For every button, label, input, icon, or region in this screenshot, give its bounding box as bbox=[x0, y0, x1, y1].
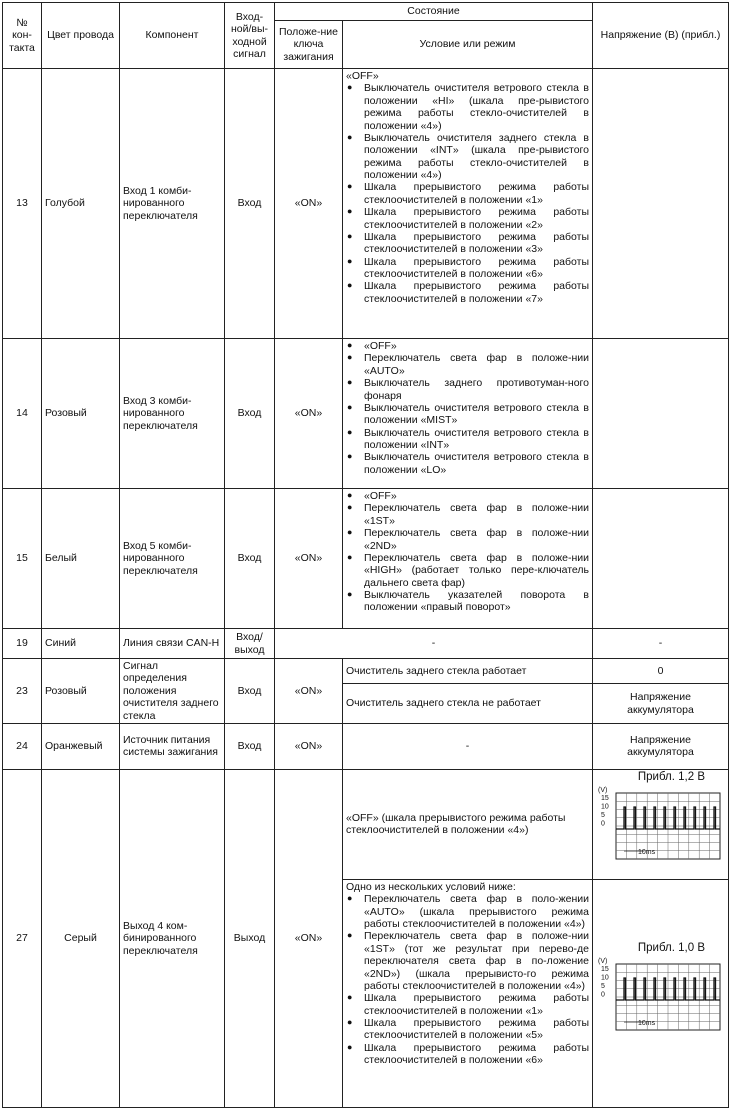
condition-list bbox=[346, 893, 589, 1066]
voltage-cell: Напряжение аккумулятора bbox=[593, 723, 729, 769]
io-cell: Вход/ выход bbox=[225, 629, 275, 659]
scope-tick-label: 15 bbox=[601, 966, 609, 974]
component-cell: Источник питания системы зажигания bbox=[120, 723, 225, 769]
header-io: Вход-ной/вы-ходной сигнал bbox=[225, 3, 275, 69]
pin-cell: 19 bbox=[3, 629, 42, 659]
header-voltage: Напряжение (В) (прибл.) bbox=[593, 3, 729, 69]
table-row bbox=[3, 723, 729, 769]
condition-cell: Очиститель заднего стекла не работает bbox=[343, 684, 593, 723]
wire-color-cell: Розовый bbox=[42, 339, 120, 489]
table-row bbox=[3, 489, 729, 629]
wire-color-cell: Розовый bbox=[42, 659, 120, 724]
condition-list bbox=[346, 340, 589, 476]
wire-color-cell: Оранжевый bbox=[42, 723, 120, 769]
oscilloscope-waveform bbox=[596, 956, 724, 1036]
ignition-cell: «ON» bbox=[275, 659, 343, 724]
wire-color-cell: Белый bbox=[42, 489, 120, 629]
condition-text: Одно из нескольких условий ниже: bbox=[346, 880, 516, 893]
scope-tick-label: 10 bbox=[601, 803, 609, 811]
voltage-cell: Напряжение аккумулятора bbox=[593, 684, 729, 723]
list-item: ● Переключатель света фар в положе-нии «2ND» bbox=[364, 527, 589, 552]
component-cell: Линия связи CAN-H bbox=[120, 629, 225, 659]
header-component: Компонент bbox=[120, 3, 225, 69]
io-cell: Вход bbox=[225, 489, 275, 629]
voltage-cell bbox=[593, 879, 729, 1107]
ignition-cell: «ON» bbox=[275, 723, 343, 769]
wire-color-cell: Синий bbox=[42, 629, 120, 659]
list-item: ● Шкала прерывистого режима работы стеклоочистителей в положении «7» bbox=[364, 280, 589, 305]
ignition-cell: «ON» bbox=[275, 489, 343, 629]
condition-cell: - bbox=[343, 723, 593, 769]
voltage-cell bbox=[593, 339, 729, 489]
condition-cell bbox=[343, 879, 593, 1107]
table-row bbox=[3, 659, 729, 684]
voltage-cell bbox=[593, 69, 729, 339]
component-cell: Вход 3 комби-нированного переключателя bbox=[120, 339, 225, 489]
list-item: ● «OFF» bbox=[364, 340, 589, 352]
ignition-cell: «ON» bbox=[275, 69, 343, 339]
condition-list bbox=[346, 82, 589, 305]
table-row bbox=[3, 69, 729, 339]
pin-cell: 23 bbox=[3, 659, 42, 724]
voltage-cell: 0 bbox=[593, 659, 729, 684]
component-cell: Выход 4 ком-бинированного переключателя bbox=[120, 769, 225, 1107]
scope-tick-label: 15 bbox=[601, 795, 609, 803]
component-cell: Вход 1 комби-нированного переключателя bbox=[120, 69, 225, 339]
scope-tick-label: 5 bbox=[601, 983, 605, 991]
list-item: ● Переключатель света фар в положе-нии «HIGH» (работает только пере-ключатель дальнего света фар) bbox=[364, 552, 589, 589]
condition-cell bbox=[343, 69, 593, 339]
list-item: ● «OFF» bbox=[364, 490, 589, 502]
list-item: ● Выключатель заднего противотуман-ного фонаря bbox=[364, 377, 589, 402]
scope-tick-label: 0 bbox=[601, 991, 605, 999]
list-item: ● Переключатель света фар в положе-нии «1ST» bbox=[364, 502, 589, 527]
wire-color-cell: Серый bbox=[42, 769, 120, 1107]
header-pin: № кон-такта bbox=[3, 3, 42, 69]
scope-time-label: 10ms bbox=[638, 1020, 656, 1028]
condition-cell bbox=[343, 489, 593, 629]
list-item: ● Переключатель света фар в положе-нии «1ST» (тот же результат при перево-де переключателя света фар в по-ложение «2ND») (шкала прерывисто-го режима работы стеклоочистителей в положении «4») bbox=[364, 930, 589, 992]
list-item: ● Переключатель света фар в положе-нии «AUTO» bbox=[364, 352, 589, 377]
scope-unit-label: (V) bbox=[598, 787, 608, 795]
table-row bbox=[3, 769, 729, 879]
list-item: ● Выключатель очистителя ветрового стекла в положении «MIST» bbox=[364, 402, 589, 427]
scope-time-label: 10ms bbox=[638, 849, 656, 857]
header-condition: Условие или режим bbox=[343, 21, 593, 69]
list-item: ● Шкала прерывистого режима работы стеклоочистителей в положении «1» bbox=[364, 181, 589, 206]
scope-tick-label: 5 bbox=[601, 812, 605, 820]
header-ignition: Положе-ние ключа зажигания bbox=[275, 21, 343, 69]
oscilloscope-waveform bbox=[596, 785, 724, 865]
condition-list bbox=[346, 490, 589, 614]
condition-cell: Очиститель заднего стекла работает bbox=[343, 659, 593, 684]
pin-cell: 27 bbox=[3, 769, 42, 1107]
list-item: ● Шкала прерывистого режима работы стеклоочистителей в положении «5» bbox=[364, 1017, 589, 1042]
wire-color-cell: Голубой bbox=[42, 69, 120, 339]
header-wire-color: Цвет провода bbox=[42, 3, 120, 69]
pin-cell: 14 bbox=[3, 339, 42, 489]
voltage-cell bbox=[593, 489, 729, 629]
voltage-cell bbox=[593, 769, 729, 879]
pin-cell: 13 bbox=[3, 69, 42, 339]
io-cell: Выход bbox=[225, 769, 275, 1107]
header-state: Состояние bbox=[275, 3, 593, 21]
list-item: ● Шкала прерывистого режима работы стеклоочистителей в положении «1» bbox=[364, 992, 589, 1017]
ignition-cell: «ON» bbox=[275, 339, 343, 489]
io-cell: Вход bbox=[225, 69, 275, 339]
list-item: ● Выключатель очистителя заднего стекла в положении «INT» (шкала пре-рывистого режима работы стекло-очистителей в положении «4») bbox=[364, 132, 589, 182]
list-item: ● Шкала прерывистого режима работы стеклоочистителей в положении «6» bbox=[364, 1042, 589, 1067]
component-cell: Вход 5 комби-нированного переключателя bbox=[120, 489, 225, 629]
list-item: ● Выключатель очистителя ветрового стекла в положении «HI» (шкала пре-рывистого режима работы стекло-очистителей в положении «4») bbox=[364, 82, 589, 132]
pinout-table bbox=[2, 2, 729, 1108]
pin-cell: 24 bbox=[3, 723, 42, 769]
table-row bbox=[3, 339, 729, 489]
condition-cell bbox=[343, 339, 593, 489]
table-row bbox=[3, 629, 729, 659]
list-item: ● Шкала прерывистого режима работы стеклоочистителей в положении «6» bbox=[364, 256, 589, 281]
ignition-cell: «ON» bbox=[275, 769, 343, 1107]
voltage-cell: - bbox=[593, 629, 729, 659]
io-cell: Вход bbox=[225, 339, 275, 489]
condition-text: «OFF» bbox=[346, 70, 379, 82]
condition-cell: «OFF» (шкала прерывистого режима работы стеклоочистителей в положении «4») bbox=[343, 769, 593, 879]
waveform-label: Прибл. 1,2 В bbox=[637, 770, 705, 783]
list-item: ● Шкала прерывистого режима работы стеклоочистителей в положении «3» bbox=[364, 231, 589, 256]
list-item: ● Выключатель очистителя ветрового стекла в положении «LO» bbox=[364, 451, 589, 476]
condition-cell: - bbox=[275, 629, 593, 659]
io-cell: Вход bbox=[225, 659, 275, 724]
scope-tick-label: 0 bbox=[601, 820, 605, 828]
pin-cell: 15 bbox=[3, 489, 42, 629]
list-item: ● Шкала прерывистого режима работы стеклоочистителей в положении «2» bbox=[364, 206, 589, 231]
waveform-label: Прибл. 1,0 В bbox=[637, 941, 705, 954]
list-item: ● Выключатель очистителя ветрового стекла в положении «INT» bbox=[364, 427, 589, 452]
scope-unit-label: (V) bbox=[598, 958, 608, 966]
list-item: ● Переключатель света фар в поло-жении «AUTO» (шкала прерывистого режима работы стеклоочистителей в положении «4») bbox=[364, 893, 589, 930]
component-cell: Сигнал определения положения очистителя заднего стекла bbox=[120, 659, 225, 724]
list-item: ● Выключатель указателей поворота в положении «правый поворот» bbox=[364, 589, 589, 614]
io-cell: Вход bbox=[225, 723, 275, 769]
scope-tick-label: 10 bbox=[601, 974, 609, 982]
